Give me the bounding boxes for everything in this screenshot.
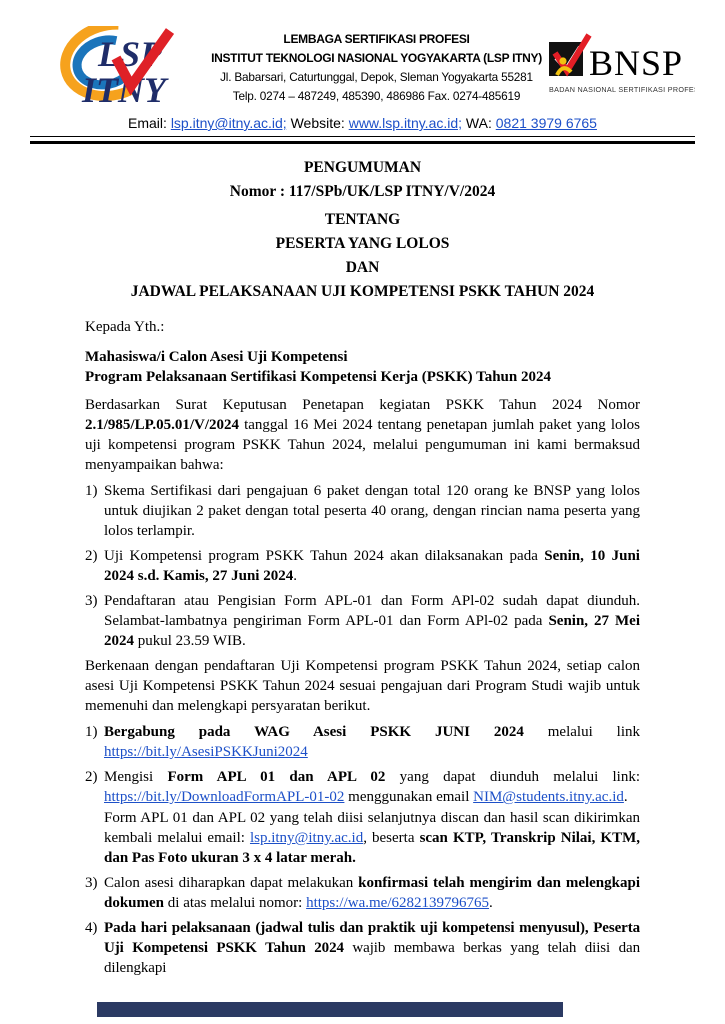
email-label: Email:: [128, 115, 171, 131]
list-marker: 3): [85, 593, 98, 609]
bold-run: Form APL 01 dan APL 02: [167, 769, 386, 785]
paragraph-intro: [85, 395, 640, 475]
bold-run: Senin, 27 Mei 2024: [104, 613, 640, 649]
title-line: DAN: [345, 259, 380, 276]
website-link[interactable]: www.lsp.itny.ac.id;: [348, 115, 463, 131]
whatsapp-link[interactable]: 0821 3979 6765: [495, 115, 597, 131]
text-run: Uji Kompetensi program PSKK Tahun 2024 akan dilaksanakan pada: [104, 548, 545, 564]
document-title: [0, 157, 725, 303]
text-run: wajib membawa berkas yang telah diisi dan dilengkapi: [104, 940, 640, 976]
whatsapp-label: WA:: [462, 115, 496, 131]
bnsp-logo-graphic: [543, 32, 695, 102]
text-run: Mengisi: [104, 769, 168, 785]
form-download-link[interactable]: https://bit.ly/DownloadFormAPL-01-02: [104, 789, 345, 805]
addressee-block: [85, 347, 640, 387]
bold-run: scan KTP, Transkrip Nilai, KTM, dan Pas Foto ukuran 3 x 4 latar merah.: [104, 830, 640, 866]
text-run: , beserta: [363, 830, 420, 846]
list-marker: 1): [85, 724, 98, 740]
addressee-line: Mahasiswa/i Calon Asesi Uji Kompetensi: [85, 349, 348, 365]
bold-run: Bergabung pada WAG Asesi PSKK JUNI 2024: [104, 724, 524, 740]
title-line: PENGUMUMAN: [303, 159, 422, 176]
website-label: Website:: [286, 115, 349, 131]
salutation: Kepada Yth.:: [85, 319, 165, 335]
bnsp-logo: [543, 32, 695, 107]
letterhead-text: [210, 26, 543, 106]
list-marker: 2): [85, 548, 98, 564]
list-item: [85, 481, 640, 541]
list-item: [85, 546, 640, 586]
org-phone-fax: Telp. 0274 – 487249, 485390, 486986 Fax. 0274-485619: [232, 89, 521, 103]
bnsp-logo-acronym: BNSP: [589, 43, 684, 83]
list-item: [85, 767, 640, 868]
text-run: Calon asesi diharapkan dapat melakukan: [104, 875, 359, 891]
text-run: Pendaftaran atau Pengisian Form APL-01 dan Form APl-02 sudah dapat diunduh. Selambat-lambatnya pengiriman Form APL-01 dan Form APl-02 pada: [104, 593, 640, 629]
list-item: [85, 873, 640, 913]
wag-join-link[interactable]: https://bit.ly/AsesiPSKKJuni2024: [104, 744, 308, 760]
text-run: tanggal 16 Mei 2024 tentang penetapan jumlah paket yang lolos uji kompetensi program PSKK Tahun 2024, melalui pengumuman ini kami bermaksud menyampaikan bahwa:: [85, 417, 640, 473]
lsp-itny-logo-graphic: [30, 26, 210, 108]
email-link[interactable]: lsp.itny@itny.ac.id;: [170, 115, 287, 131]
text-run: Form APL 01 dan APL 02 yang telah diisi selanjutnya discan dan hasil scan dikirimkan kembali melalui email:: [104, 810, 640, 846]
list-marker: 3): [85, 875, 98, 891]
title-line: PESERTA YANG LOLOS: [275, 235, 450, 252]
list-marker: 2): [85, 769, 98, 785]
text-run: Skema Sertifikasi dari pengajuan 6 paket dengan total 120 orang ke BNSP yang lolos untuk diujikan 2 paket dengan total peserta 40 orang, dengan rincian nama peserta yang lolos terlampir.: [104, 483, 640, 539]
list-item: [85, 591, 640, 651]
org-address: Jl. Babarsari, Caturtunggal, Depok, Sleman Yogyakarta 55281: [220, 70, 533, 84]
letter-body: [85, 317, 640, 978]
lsp-itny-logo: [30, 26, 210, 113]
title-line: JADWAL PELAKSANAAN UJI KOMPETENSI PSKK TAHUN 2024: [130, 283, 595, 300]
addressee-line: Program Pelaksanaan Sertifikasi Kompetensi Kerja (PSKK) Tahun 2024: [85, 369, 551, 385]
sub-paragraph: [104, 808, 640, 868]
bold-run: konfirmasi telah mengirim dan melengkapi dokumen: [104, 875, 640, 911]
lsp-email-link[interactable]: lsp.itny@itny.ac.id: [249, 830, 364, 846]
letterhead: [0, 26, 725, 144]
text-run: .: [489, 895, 493, 911]
lsp-logo-text-bottom: ITNY: [82, 70, 166, 108]
paragraph-requirements: Berkenaan dengan pendaftaran Uji Kompetensi program PSKK Tahun 2024, setiap calon asesi Uji Kompetensi PSKK Tahun 2024 sesuai pengajuan dari Program Studi wajib untuk memenuhi dan melengkapi persyaratan berikut.: [85, 658, 640, 714]
text-run: di atas melalui nomor:: [164, 895, 307, 911]
text-run: pukul 23.59 WIB.: [134, 633, 246, 649]
text-run: menggunakan email: [344, 789, 474, 805]
list-item: [85, 918, 640, 978]
requirements-list: [85, 722, 640, 978]
text-run: melalui link: [523, 724, 640, 740]
contact-line: [30, 115, 695, 132]
list-marker: 1): [85, 483, 98, 499]
bnsp-logo-tagline: BADAN NASIONAL SERTIFIKASI PROFESI: [549, 85, 695, 94]
letterhead-divider: [30, 136, 695, 144]
lsp-logo-text-top: LSP: [98, 34, 163, 74]
text-run: .: [623, 789, 628, 805]
bold-run: 2.1/985/LP.05.01/V/2024: [85, 417, 240, 433]
text-run: Berdasarkan Surat Keputusan Penetapan kegiatan PSKK Tahun 2024 Nomor: [85, 397, 640, 413]
whatsapp-confirm-link[interactable]: https://wa.me/6282139796765: [306, 895, 490, 911]
org-name-line2: INSTITUT TEKNOLOGI NASIONAL YOGYAKARTA (LSP ITNY): [211, 51, 542, 65]
bold-run: Senin, 10 Juni 2024 s.d. Kamis, 27 Juni 2024: [104, 548, 640, 584]
text-run: .: [293, 568, 297, 584]
bnsp-logo-figure-head: [559, 57, 566, 64]
text-run: yang dapat diunduh melalui link:: [385, 769, 641, 785]
title-number-line: Nomor : 117/SPb/UK/LSP ITNY/V/2024: [229, 183, 496, 200]
bold-run: Pada hari pelaksanaan (jadwal tulis dan praktik uji kompetensi menyusul), Peserta Uji Kompetensi PSKK Tahun 2024: [104, 920, 640, 956]
announcement-list: [85, 481, 640, 651]
title-line: TENTANG: [324, 211, 401, 228]
footer-accent-bar: [97, 1002, 563, 1017]
list-item: [85, 722, 640, 762]
list-marker: 4): [85, 920, 98, 936]
org-name-line1: LEMBAGA SERTIFIKASI PROFESI: [283, 32, 470, 46]
student-email-link[interactable]: NIM@students.itny.ac.id: [473, 789, 624, 805]
